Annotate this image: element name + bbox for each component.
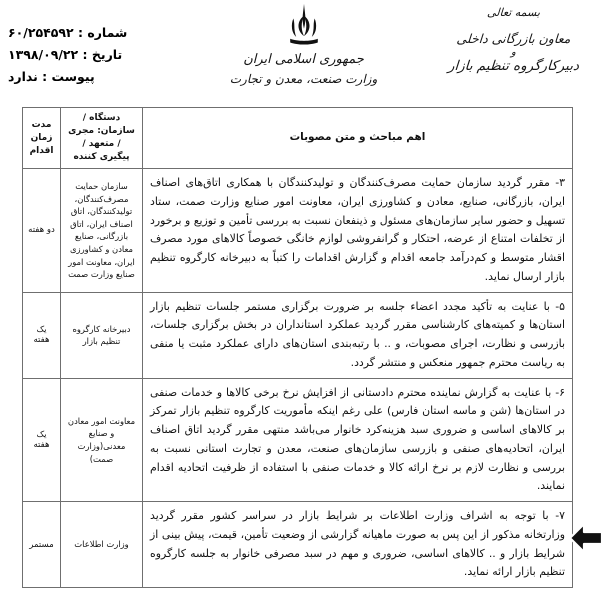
deputy-role-line: معاون بازرگانی داخلی [456,30,572,46]
document-header [0,0,607,106]
table-body [23,169,573,588]
resolution-text [143,378,573,502]
resolution-paragraph: ۳- مقرر گردید سازمان حمایت مصرف‌کنندگان و تولیدکنندگان با همکاری اتاق‌های اصناف ایران، بازرگانی، صنایع، معادن و کشاورزی ایران، معاونت امور صنایع وزارت صمت، ستاد تسهیل و حضور سایر سازمان‌های مسئول و ذینفعان نسبت به بررسی تأمین و توزیع و برخورد از تخلفات امتناع از عرضه، احتکار و گرانفروشی لوازم خانگی خصوصاً کالاهای مورد مصرف اقشار متوسط و کم‌درآمد جامعه اقدام و گزارش اقدامات را کتباً به دبیرخانه کارگروه تنظیم بازار ارسال نماید. [150,176,565,283]
document-attachment-value: ندارد [8,68,38,84]
document-attachment-row [8,66,193,88]
table-row [23,502,573,588]
column-header-duration: مدت زمان اقدام [23,108,61,169]
document-number-label: شماره : [77,25,128,40]
left-arrow-cursor-icon [568,518,606,558]
resolution-text [143,169,573,293]
resolution-paragraph: ۶- با عنایت به گزارش نماینده محترم دادستانی از افزایش نرخ برخی کالاها و خدمات صنفی در استان‌ها (شن و ماسه استان فارس) علی رغم اینکه مأموریت کارگروه تنظیم بازار تمرکز بر کالاهای اساسی و ضروری سبد هزینه‌کرد خانوار می‌باشد منتهی مقرر گردید اتاق اصناف ایران، اتحادیه‌های صنفی و بازرسی سازمان‌های صنعت، معدن و تجارت استانی نسبت به بررسی و نظارت لازم بر نرخ ارائه کالا و خدمات صنفی با استفاده از ظرفیت اتحادیه اقدام نمایند. [150,385,565,493]
header-center-block [189,2,419,89]
resolution-paragraph: ۵- با عنایت به تأکید مجدد اعضاء جلسه بر ضرورت برگزاری مستمر جلسات تنظیم بازار استان‌ها و کمیته‌های کارشناسی مقرر گردید عملکرد استانداران در بخش برگزاری جلسات، بازرسی و نظارت، اجرای مصوبات، و .. با رتبه‌بندی استان‌های دارای عملکرد مثبت یا منفی به ریاست محترم جمهور منعکس و منتشر گردد. [150,299,565,369]
table-row [23,292,573,378]
column-header-organization: دستگاه /سازمان: مجری / متعهد / پیگیری کننده [61,108,143,169]
resolutions-table [22,107,573,588]
secretary-role-line: دبیرکارگروه تنظیم بازار [447,58,580,75]
resolution-text [143,502,573,588]
action-duration: یک هفته [23,378,61,502]
table-row [23,169,573,293]
iran-emblem-icon [281,2,327,48]
action-duration: مستمر [23,502,61,588]
action-duration: یک هفته [23,292,61,378]
header-right-block [426,6,601,75]
action-duration: دو هفته [23,169,61,293]
document-attachment-label: پیوست : [42,68,95,84]
responsible-organization: سازمان حمایت مصرف‌کنندگان، تولیدکنندگان، اتاق اصناف ایران، اتاق بازرگانی، صنایع معادن و کشاورزی ایران، معاونت امور صنایع وزارت صمت [61,169,143,293]
document-number-value: ۶۰/۲۵۴۵۹۲ [8,25,74,40]
resolution-paragraph: ۷- با توجه به اشراف وزارت اطلاعات بر شرایط بازار در سراسر کشور مقرر گردید وزارتخانه مذکور از این پس به صورت ماهیانه گزارشی از وضعیت تأمین، قیمت، پیش بینی از شرایط بازار و .. کالاهای اساسی، ضروری و مهم در سبد مصرفی خانوار به جلسه کارگروه تنظیم بازار ارائه نماید. [150,509,565,579]
resolution-text [143,292,573,378]
document-date-label: تاریخ : [82,46,123,62]
document-number-row [8,22,193,44]
document-date-row [8,44,193,66]
conjunction-text: و [510,46,517,58]
table-header-row [23,108,573,169]
responsible-organization: معاونت امور معادن و صنایع معدنی(وزارت صمت) [61,378,143,502]
country-name: جمهوری اسلامی ایران [243,52,364,67]
header-left-block [8,22,193,88]
document-date-value: ۱۳۹۸/۰۹/۲۲ [8,46,79,62]
responsible-organization: وزارت اطلاعات [61,502,143,588]
responsible-organization: دبیرخانه کارگروه تنظیم بازار [61,292,143,378]
table-row [23,378,573,502]
ministry-name: وزارت صنعت، معدن و تجارت [229,72,378,87]
bismillah-text: بسمه تعالی [486,6,541,19]
column-header-content: اهم مباحث و متن مصوبات [143,108,573,169]
